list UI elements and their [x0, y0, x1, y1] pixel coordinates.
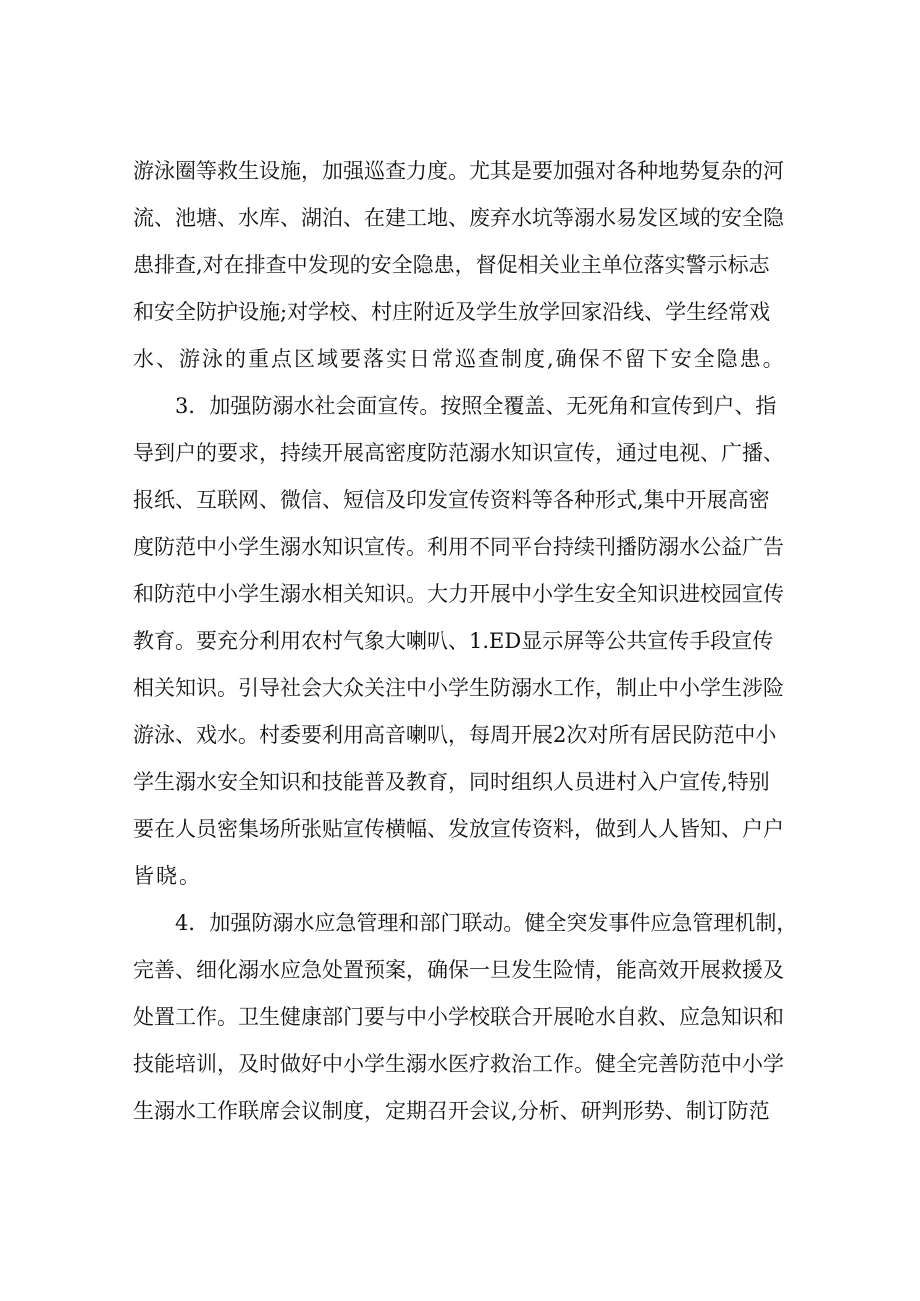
text-line-20: 技能培训，及时做好中小学生溺水医疗救治工作。健全完善防范中小学	[133, 1052, 784, 1076]
text-line-9: 度防范中小学生溺水知识宣传。利用不同平台持续刊播防溺水公益广告	[133, 535, 784, 559]
text-line-7: 导到户的要求，持续开展高密度防范溺水知识宣传，通过电视、广播、	[133, 441, 784, 465]
text-line-4: 和安全防护设施;对学校、村庄附近及学生放学回家沿线、学生经常戏	[133, 300, 771, 324]
text-line-21: 生溺水工作联席会议制度，定期召开会议,分析、研判形势、制订防范	[133, 1099, 770, 1123]
document-body	[133, 148, 798, 1135]
text-line-12: 相关知识。引导社会大众关注中小学生防溺水工作，制止中小学生涉险	[133, 676, 784, 700]
text-line-13: 游泳、戏水。村委要利用高音喇叭，每周开展2次对所有居民防范中小	[133, 723, 777, 747]
text-line-17: 4．加强防溺水应急管理和部门联动。健全突发事件应急管理机制，	[133, 911, 798, 935]
text-line-16: 皆晓。	[133, 864, 202, 888]
text-line-2: 流、池塘、水库、湖泊、在建工地、废弃水坑等溺水易发区域的安全隐	[133, 206, 784, 230]
text-line-11: 教育。要充分利用农村气象大喇叭、1.ED显示屏等公共宣传手段宣传	[133, 629, 774, 653]
text-line-1: 游泳圈等救生设施，加强巡查力度。尤其是要加强对各种地势复杂的河	[133, 159, 784, 183]
text-line-5: 水、游泳的重点区域要落实日常巡查制度,确保不留下安全隐患。	[133, 347, 786, 371]
text-line-3: 患排查,对在排查中发现的安全隐患，督促相关业主单位落实警示标志	[133, 253, 770, 277]
text-line-8: 报纸、互联网、微信、短信及印发宣传资料等各种形式,集中开展高密	[133, 488, 770, 512]
text-line-10: 和防范中小学生溺水相关知识。大力开展中小学生安全知识进校园宣传	[133, 582, 784, 606]
text-line-19: 处置工作。卫生健康部门要与中小学校联合开展呛水自救、应急知识和	[133, 1005, 784, 1029]
text-line-6: 3．加强防溺水社会面宣传。按照全覆盖、无死角和宣传到户、指	[133, 394, 777, 418]
text-line-18: 完善、细化溺水应急处置预案，确保一旦发生险情，能高效开展救援及	[133, 958, 784, 982]
text-line-15: 要在人员密集场所张贴宣传横幅、发放宣传资料，做到人人皆知、户户	[133, 817, 784, 841]
text-line-14: 学生溺水安全知识和技能普及教育，同时组织人员进村入户宣传,特别	[133, 770, 770, 794]
